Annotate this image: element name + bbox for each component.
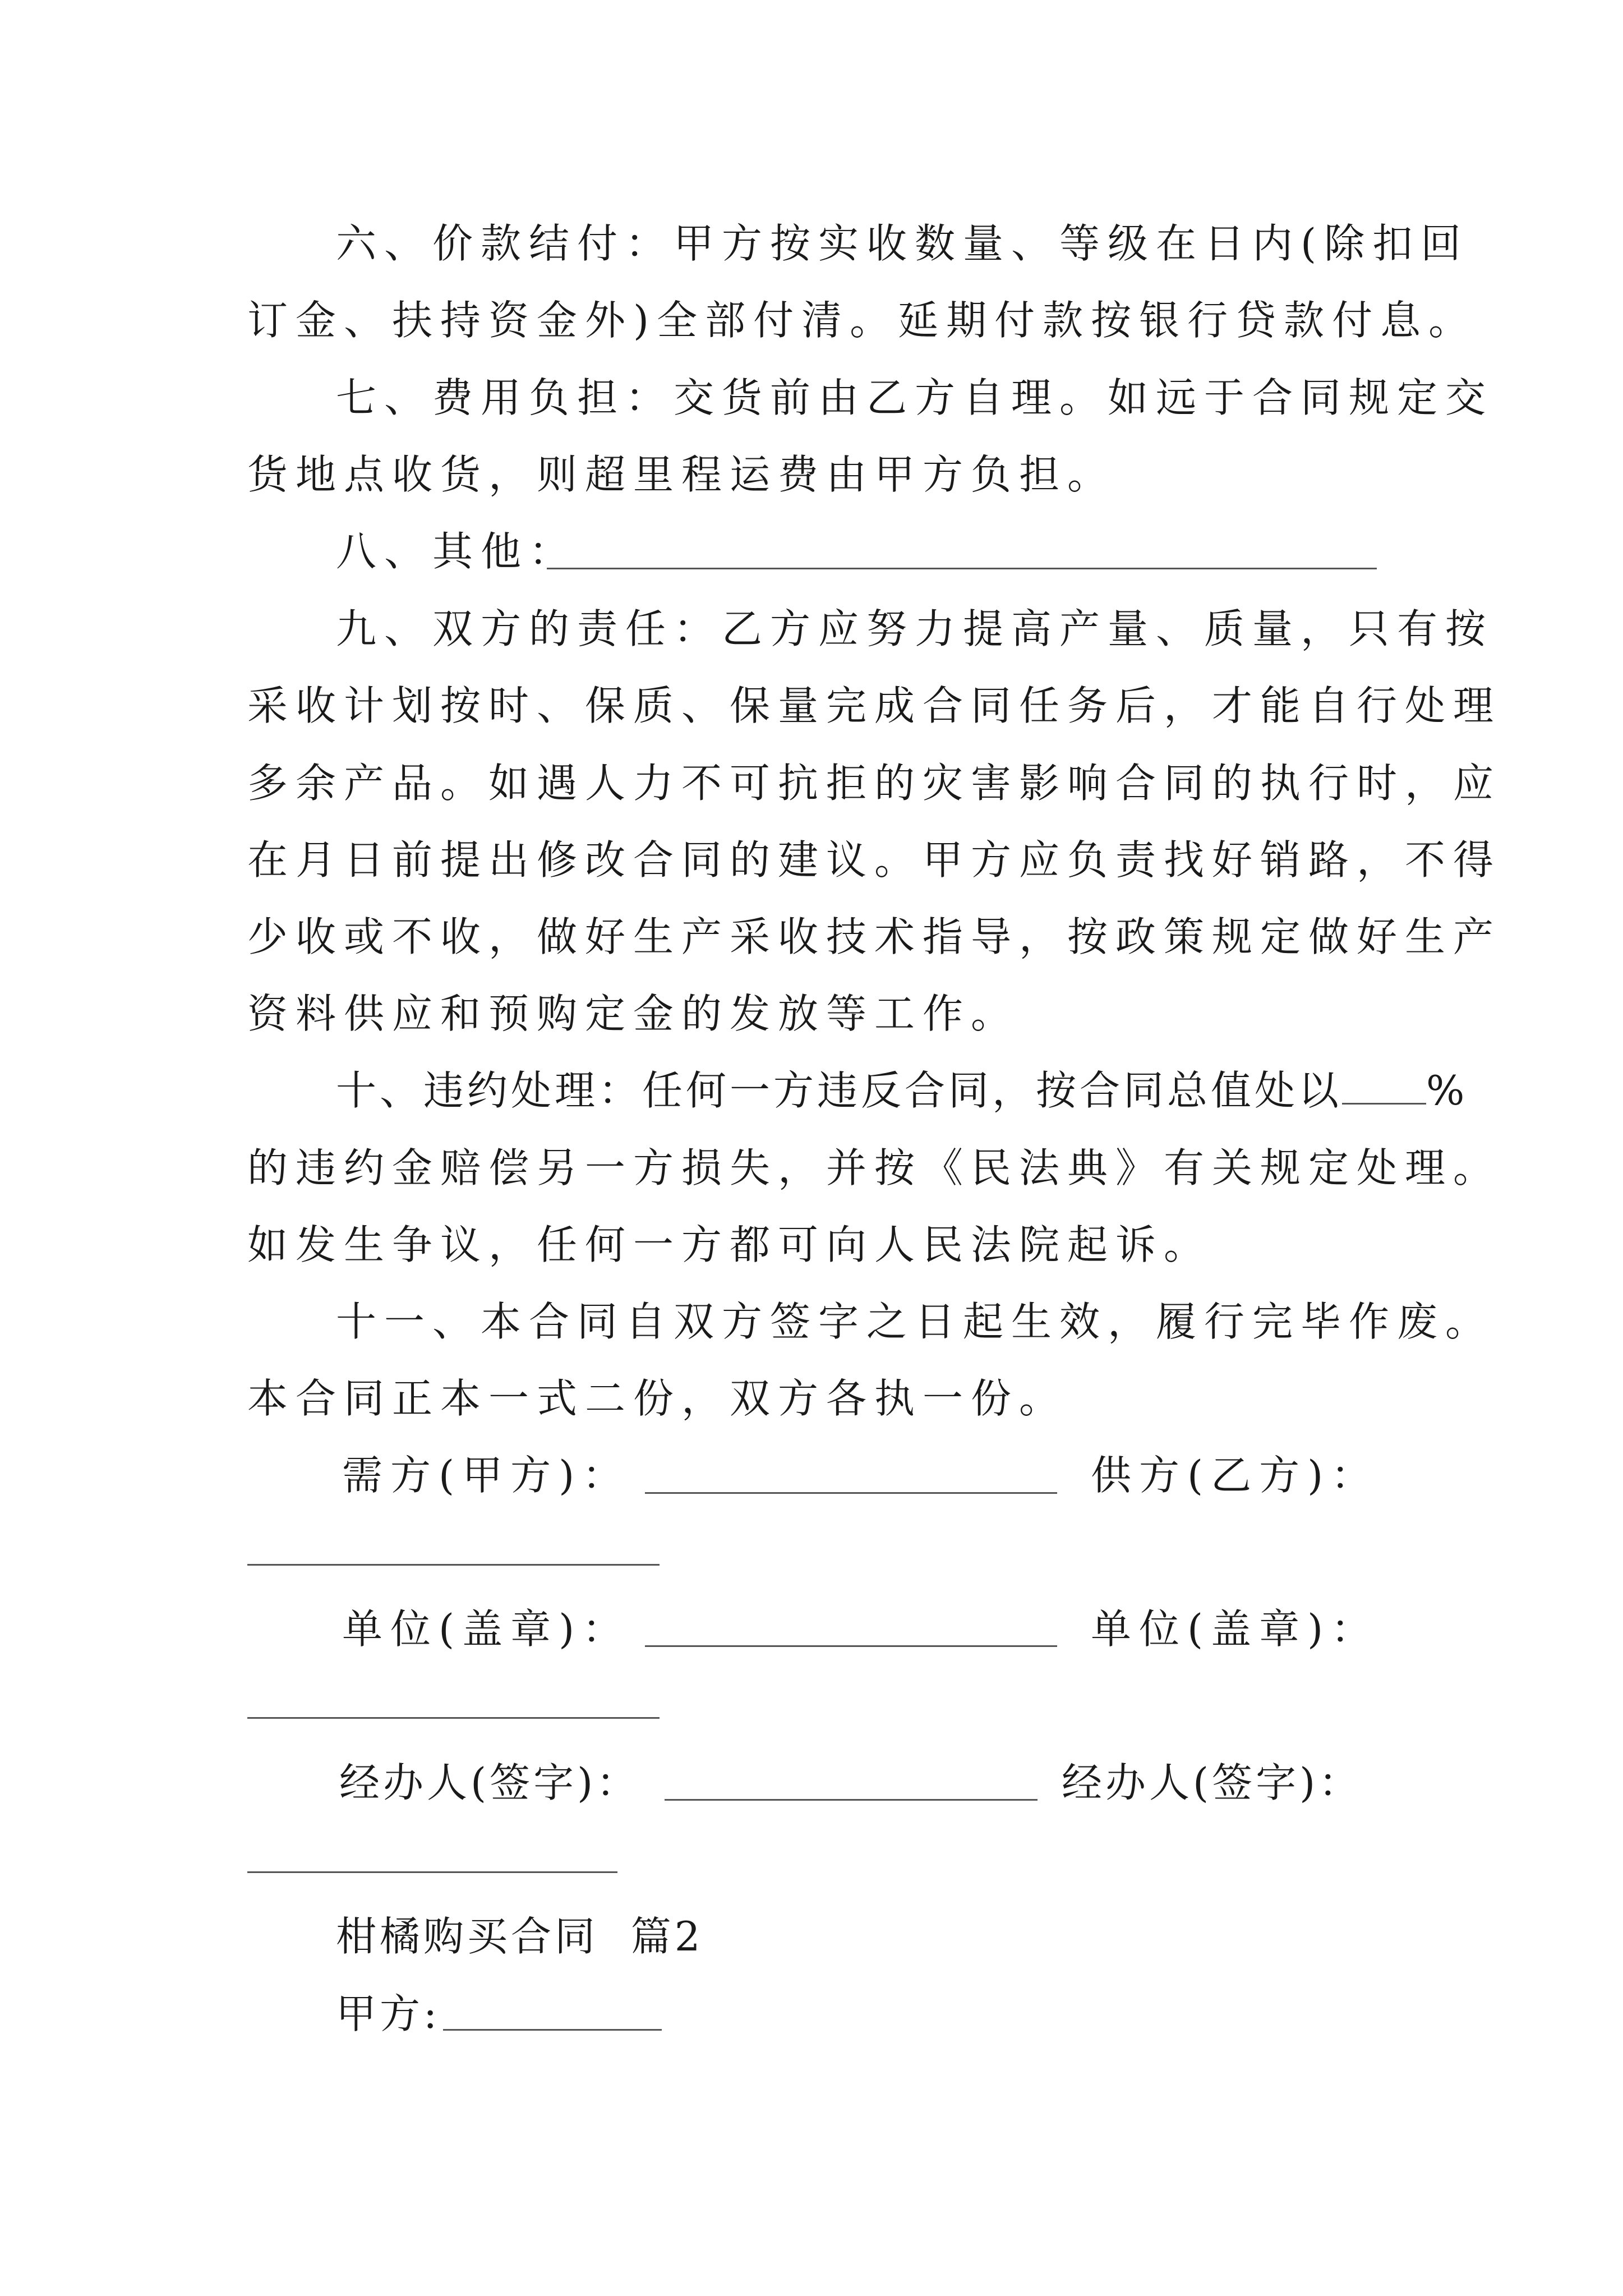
next-party-a-label: 甲方:	[336, 1990, 441, 2037]
next-party-a-blank	[443, 2029, 662, 2031]
clause-11-line-2: 本合同正本一式二份，双方各执一份。	[247, 1375, 1068, 1422]
clause-8-blank	[547, 568, 1377, 569]
seller-signature-label: 供方(乙方)：	[1091, 1452, 1380, 1499]
clause-10-percent-blank	[1342, 1070, 1426, 1105]
clause-8-label: 八、其他：	[336, 528, 578, 575]
buyer-seal-blank	[645, 1645, 1057, 1647]
clause-9-line-1: 九、双方的责任：乙方应努力提高产量、质量，只有按	[336, 605, 1494, 652]
clause-7-line-2: 货地点收货，则超里程运费由甲方负担。	[247, 451, 1116, 498]
seller-agent-blank	[247, 1871, 617, 1873]
clause-10-percent-sign: %	[1426, 1067, 1468, 1114]
clause-10-text: 十、违约处理：任何一方违反合同，按合同总值处以	[336, 1067, 1343, 1114]
clause-9-line-6: 资料供应和预购定金的发放等工作。	[247, 990, 1020, 1037]
buyer-signature-label: 需方(甲方)：	[342, 1452, 631, 1499]
seller-agent-label: 经办人(签字)：	[1062, 1759, 1363, 1806]
clause-6-line-1: 六、价款结付：甲方按实收数量、等级在日内(除扣回	[336, 220, 1469, 267]
buyer-agent-label: 经办人(签字)：	[339, 1759, 640, 1806]
clause-10-line-3: 如发生争议，任何一方都可向人民法院起诉。	[247, 1221, 1212, 1268]
seller-seal-label: 单位(盖章)：	[1091, 1605, 1380, 1653]
clause-6-line-2: 订金、扶持资金外)全部付清。延期付款按银行贷款付息。	[247, 297, 1477, 344]
buyer-seal-label: 单位(盖章)：	[342, 1605, 631, 1653]
clause-9-line-3: 多余产品。如遇人力不可抗拒的灾害影响合同的执行时，应	[247, 760, 1502, 807]
clause-11-line-1: 十一、本合同自双方签字之日起生效，履行完毕作废。	[336, 1298, 1494, 1345]
clause-7-line-1: 七、费用负担：交货前由乙方自理。如远于合同规定交	[336, 374, 1494, 421]
seller-signature-blank	[247, 1564, 660, 1566]
clause-9-line-4: 在月日前提出修改合同的建议。甲方应负责找好销路，不得	[247, 836, 1502, 884]
clause-9-line-2: 采收计划按时、保质、保量完成合同任务后，才能自行处理	[247, 682, 1502, 729]
next-section-title: 柑橘购买合同 篇2	[336, 1913, 704, 1960]
seller-seal-blank	[247, 1717, 660, 1719]
clause-9-line-5: 少收或不收，做好生产采收技术指导，按政策规定做好生产	[247, 913, 1502, 960]
clause-10-line-1	[336, 1067, 1468, 1114]
buyer-signature-blank	[645, 1492, 1057, 1494]
clause-10-line-2: 的违约金赔偿另一方损失，并按《民法典》有关规定处理。	[247, 1144, 1502, 1191]
buyer-agent-blank	[665, 1799, 1038, 1801]
